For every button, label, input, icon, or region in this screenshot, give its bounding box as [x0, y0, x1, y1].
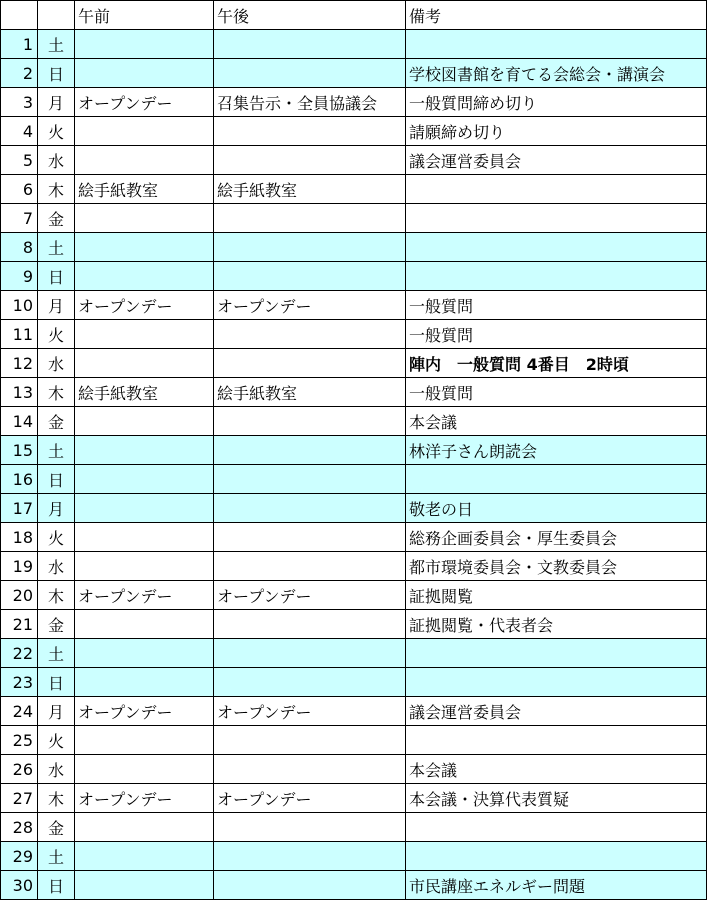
- weekday-cell[interactable]: 木: [38, 784, 75, 813]
- note-cell[interactable]: 陣内 一般質問 4番目 2時頃: [406, 349, 707, 378]
- am-cell[interactable]: [75, 610, 214, 639]
- weekday-cell[interactable]: 日: [38, 59, 75, 88]
- table-row: [1, 610, 707, 639]
- day-number-cell[interactable]: 14: [1, 407, 38, 436]
- pm-cell[interactable]: オープンデー: [214, 697, 406, 726]
- day-number-cell[interactable]: 20: [1, 581, 38, 610]
- day-number-cell[interactable]: 6: [1, 175, 38, 204]
- am-cell[interactable]: [75, 262, 214, 291]
- table-row: [1, 697, 707, 726]
- pm-cell[interactable]: [214, 262, 406, 291]
- header-note: 備考: [406, 1, 707, 30]
- am-cell[interactable]: [75, 407, 214, 436]
- weekday-cell[interactable]: 土: [38, 30, 75, 59]
- note-cell[interactable]: 市民講座エネルギー問題: [406, 871, 707, 900]
- day-number-cell[interactable]: 13: [1, 378, 38, 407]
- day-number-cell[interactable]: 1: [1, 30, 38, 59]
- note-cell[interactable]: 本会議: [406, 755, 707, 784]
- am-cell[interactable]: [75, 639, 214, 668]
- table-row: [1, 784, 707, 813]
- pm-cell[interactable]: [214, 842, 406, 871]
- day-number-cell[interactable]: 23: [1, 668, 38, 697]
- am-cell[interactable]: [75, 59, 214, 88]
- pm-cell[interactable]: [214, 204, 406, 233]
- note-cell[interactable]: [406, 204, 707, 233]
- pm-cell[interactable]: [214, 320, 406, 349]
- weekday-cell[interactable]: 火: [38, 726, 75, 755]
- table-row: [1, 494, 707, 523]
- table-row: [1, 436, 707, 465]
- table-row: [1, 378, 707, 407]
- am-cell[interactable]: [75, 320, 214, 349]
- weekday-cell[interactable]: 木: [38, 581, 75, 610]
- weekday-cell[interactable]: 土: [38, 436, 75, 465]
- day-number-cell[interactable]: 5: [1, 146, 38, 175]
- am-cell[interactable]: オープンデー: [75, 784, 214, 813]
- table-row: [1, 755, 707, 784]
- note-cell[interactable]: 総務企画委員会・厚生委員会: [406, 523, 707, 552]
- am-cell[interactable]: [75, 668, 214, 697]
- table-row: [1, 320, 707, 349]
- am-cell[interactable]: [75, 726, 214, 755]
- pm-cell[interactable]: [214, 639, 406, 668]
- header-row: [1, 1, 707, 30]
- pm-cell[interactable]: [214, 436, 406, 465]
- day-number-cell[interactable]: 4: [1, 117, 38, 146]
- am-cell[interactable]: [75, 117, 214, 146]
- pm-cell[interactable]: 絵手紙教室: [214, 378, 406, 407]
- note-cell[interactable]: [406, 233, 707, 262]
- am-cell[interactable]: [75, 233, 214, 262]
- pm-cell[interactable]: [214, 755, 406, 784]
- am-cell[interactable]: オープンデー: [75, 697, 214, 726]
- note-cell[interactable]: 一般質問: [406, 320, 707, 349]
- weekday-cell[interactable]: 日: [38, 262, 75, 291]
- am-cell[interactable]: [75, 349, 214, 378]
- note-cell[interactable]: 議会運営委員会: [406, 697, 707, 726]
- pm-cell[interactable]: [214, 233, 406, 262]
- am-cell[interactable]: オープンデー: [75, 88, 214, 117]
- weekday-cell[interactable]: 水: [38, 552, 75, 581]
- weekday-cell[interactable]: 水: [38, 755, 75, 784]
- day-number-cell[interactable]: 21: [1, 610, 38, 639]
- header-num: [1, 1, 38, 30]
- weekday-cell[interactable]: 火: [38, 117, 75, 146]
- weekday-cell[interactable]: 金: [38, 813, 75, 842]
- weekday-cell[interactable]: 月: [38, 494, 75, 523]
- day-number-cell[interactable]: 29: [1, 842, 38, 871]
- day-number-cell[interactable]: 28: [1, 813, 38, 842]
- am-cell[interactable]: [75, 755, 214, 784]
- table-row: [1, 175, 707, 204]
- weekday-cell[interactable]: 日: [38, 465, 75, 494]
- am-cell[interactable]: [75, 436, 214, 465]
- table-row: [1, 262, 707, 291]
- weekday-cell[interactable]: 月: [38, 88, 75, 117]
- day-number-cell[interactable]: 10: [1, 291, 38, 320]
- weekday-cell[interactable]: 水: [38, 349, 75, 378]
- am-cell[interactable]: [75, 813, 214, 842]
- day-number-cell[interactable]: 3: [1, 88, 38, 117]
- note-cell[interactable]: [406, 726, 707, 755]
- pm-cell[interactable]: [214, 871, 406, 900]
- note-cell[interactable]: 一般質問: [406, 291, 707, 320]
- am-cell[interactable]: 絵手紙教室: [75, 378, 214, 407]
- note-cell[interactable]: [406, 639, 707, 668]
- pm-cell[interactable]: [214, 465, 406, 494]
- day-number-cell[interactable]: 2: [1, 59, 38, 88]
- pm-cell[interactable]: 絵手紙教室: [214, 175, 406, 204]
- weekday-cell[interactable]: 土: [38, 639, 75, 668]
- pm-cell[interactable]: [214, 146, 406, 175]
- header-pm: 午後: [214, 1, 406, 30]
- note-cell[interactable]: 請願締め切り: [406, 117, 707, 146]
- weekday-cell[interactable]: 金: [38, 610, 75, 639]
- day-number-cell[interactable]: 15: [1, 436, 38, 465]
- day-number-cell[interactable]: 17: [1, 494, 38, 523]
- table-row: [1, 639, 707, 668]
- schedule-body: [1, 30, 707, 900]
- am-cell[interactable]: [75, 146, 214, 175]
- pm-cell[interactable]: [214, 407, 406, 436]
- pm-cell[interactable]: [214, 726, 406, 755]
- am-cell[interactable]: 絵手紙教室: [75, 175, 214, 204]
- day-number-cell[interactable]: 18: [1, 523, 38, 552]
- note-cell[interactable]: [406, 175, 707, 204]
- weekday-cell[interactable]: 土: [38, 233, 75, 262]
- note-cell[interactable]: [406, 465, 707, 494]
- header-am: 午前: [75, 1, 214, 30]
- day-number-cell[interactable]: 19: [1, 552, 38, 581]
- pm-cell[interactable]: [214, 813, 406, 842]
- note-cell[interactable]: [406, 30, 707, 59]
- am-cell[interactable]: [75, 30, 214, 59]
- header-day: [38, 1, 75, 30]
- am-cell[interactable]: [75, 871, 214, 900]
- table-row: [1, 581, 707, 610]
- table-row: [1, 726, 707, 755]
- pm-cell[interactable]: [214, 552, 406, 581]
- weekday-cell[interactable]: 火: [38, 523, 75, 552]
- weekday-cell[interactable]: 火: [38, 320, 75, 349]
- am-cell[interactable]: [75, 552, 214, 581]
- table-row: [1, 842, 707, 871]
- weekday-cell[interactable]: 金: [38, 407, 75, 436]
- pm-cell[interactable]: オープンデー: [214, 291, 406, 320]
- table-row: [1, 813, 707, 842]
- pm-cell[interactable]: [214, 494, 406, 523]
- note-cell[interactable]: 林洋子さん朗読会: [406, 436, 707, 465]
- pm-cell[interactable]: [214, 523, 406, 552]
- day-number-cell[interactable]: 7: [1, 204, 38, 233]
- weekday-cell[interactable]: 金: [38, 204, 75, 233]
- note-cell[interactable]: 証拠閲覧・代表者会: [406, 610, 707, 639]
- table-row: [1, 523, 707, 552]
- am-cell[interactable]: オープンデー: [75, 581, 214, 610]
- pm-cell[interactable]: 召集告示・全員協議会: [214, 88, 406, 117]
- note-cell[interactable]: 本会議・決算代表質疑: [406, 784, 707, 813]
- day-number-cell[interactable]: 12: [1, 349, 38, 378]
- table-row: [1, 30, 707, 59]
- table-row: [1, 871, 707, 900]
- note-cell[interactable]: [406, 668, 707, 697]
- weekday-cell[interactable]: 水: [38, 146, 75, 175]
- weekday-cell[interactable]: 土: [38, 842, 75, 871]
- pm-cell[interactable]: [214, 117, 406, 146]
- note-cell[interactable]: 敬老の日: [406, 494, 707, 523]
- day-number-cell[interactable]: 27: [1, 784, 38, 813]
- note-cell[interactable]: 証拠閲覧: [406, 581, 707, 610]
- pm-cell[interactable]: オープンデー: [214, 784, 406, 813]
- weekday-cell[interactable]: 日: [38, 668, 75, 697]
- day-number-cell[interactable]: 26: [1, 755, 38, 784]
- pm-cell[interactable]: [214, 668, 406, 697]
- note-cell[interactable]: [406, 262, 707, 291]
- table-row: [1, 233, 707, 262]
- day-number-cell[interactable]: 22: [1, 639, 38, 668]
- day-number-cell[interactable]: 9: [1, 262, 38, 291]
- weekday-cell[interactable]: 月: [38, 291, 75, 320]
- pm-cell[interactable]: オープンデー: [214, 581, 406, 610]
- pm-cell[interactable]: [214, 610, 406, 639]
- note-cell[interactable]: 都市環境委員会・文教委員会: [406, 552, 707, 581]
- pm-cell[interactable]: [214, 349, 406, 378]
- note-cell[interactable]: 一般質問: [406, 378, 707, 407]
- table-row: [1, 552, 707, 581]
- pm-cell[interactable]: [214, 59, 406, 88]
- weekday-cell[interactable]: 木: [38, 378, 75, 407]
- weekday-cell[interactable]: 月: [38, 697, 75, 726]
- table-row: [1, 668, 707, 697]
- weekday-cell[interactable]: 日: [38, 871, 75, 900]
- table-row: [1, 349, 707, 378]
- note-cell[interactable]: 学校図書館を育てる会総会・講演会: [406, 59, 707, 88]
- am-cell[interactable]: オープンデー: [75, 291, 214, 320]
- am-cell[interactable]: [75, 465, 214, 494]
- pm-cell[interactable]: [214, 30, 406, 59]
- note-cell[interactable]: [406, 842, 707, 871]
- am-cell[interactable]: [75, 494, 214, 523]
- table-row: [1, 204, 707, 233]
- note-cell[interactable]: 議会運営委員会: [406, 146, 707, 175]
- am-cell[interactable]: [75, 204, 214, 233]
- weekday-cell[interactable]: 木: [38, 175, 75, 204]
- table-row: [1, 88, 707, 117]
- day-number-cell[interactable]: 8: [1, 233, 38, 262]
- day-number-cell[interactable]: 11: [1, 320, 38, 349]
- table-row: [1, 465, 707, 494]
- am-cell[interactable]: [75, 523, 214, 552]
- day-number-cell[interactable]: 24: [1, 697, 38, 726]
- table-row: [1, 117, 707, 146]
- day-number-cell[interactable]: 30: [1, 871, 38, 900]
- note-cell[interactable]: 一般質問締め切り: [406, 88, 707, 117]
- note-cell[interactable]: [406, 813, 707, 842]
- day-number-cell[interactable]: 16: [1, 465, 38, 494]
- table-row: [1, 407, 707, 436]
- table-row: [1, 146, 707, 175]
- am-cell[interactable]: [75, 842, 214, 871]
- note-cell[interactable]: 本会議: [406, 407, 707, 436]
- table-row: [1, 291, 707, 320]
- table-row: [1, 59, 707, 88]
- day-number-cell[interactable]: 25: [1, 726, 38, 755]
